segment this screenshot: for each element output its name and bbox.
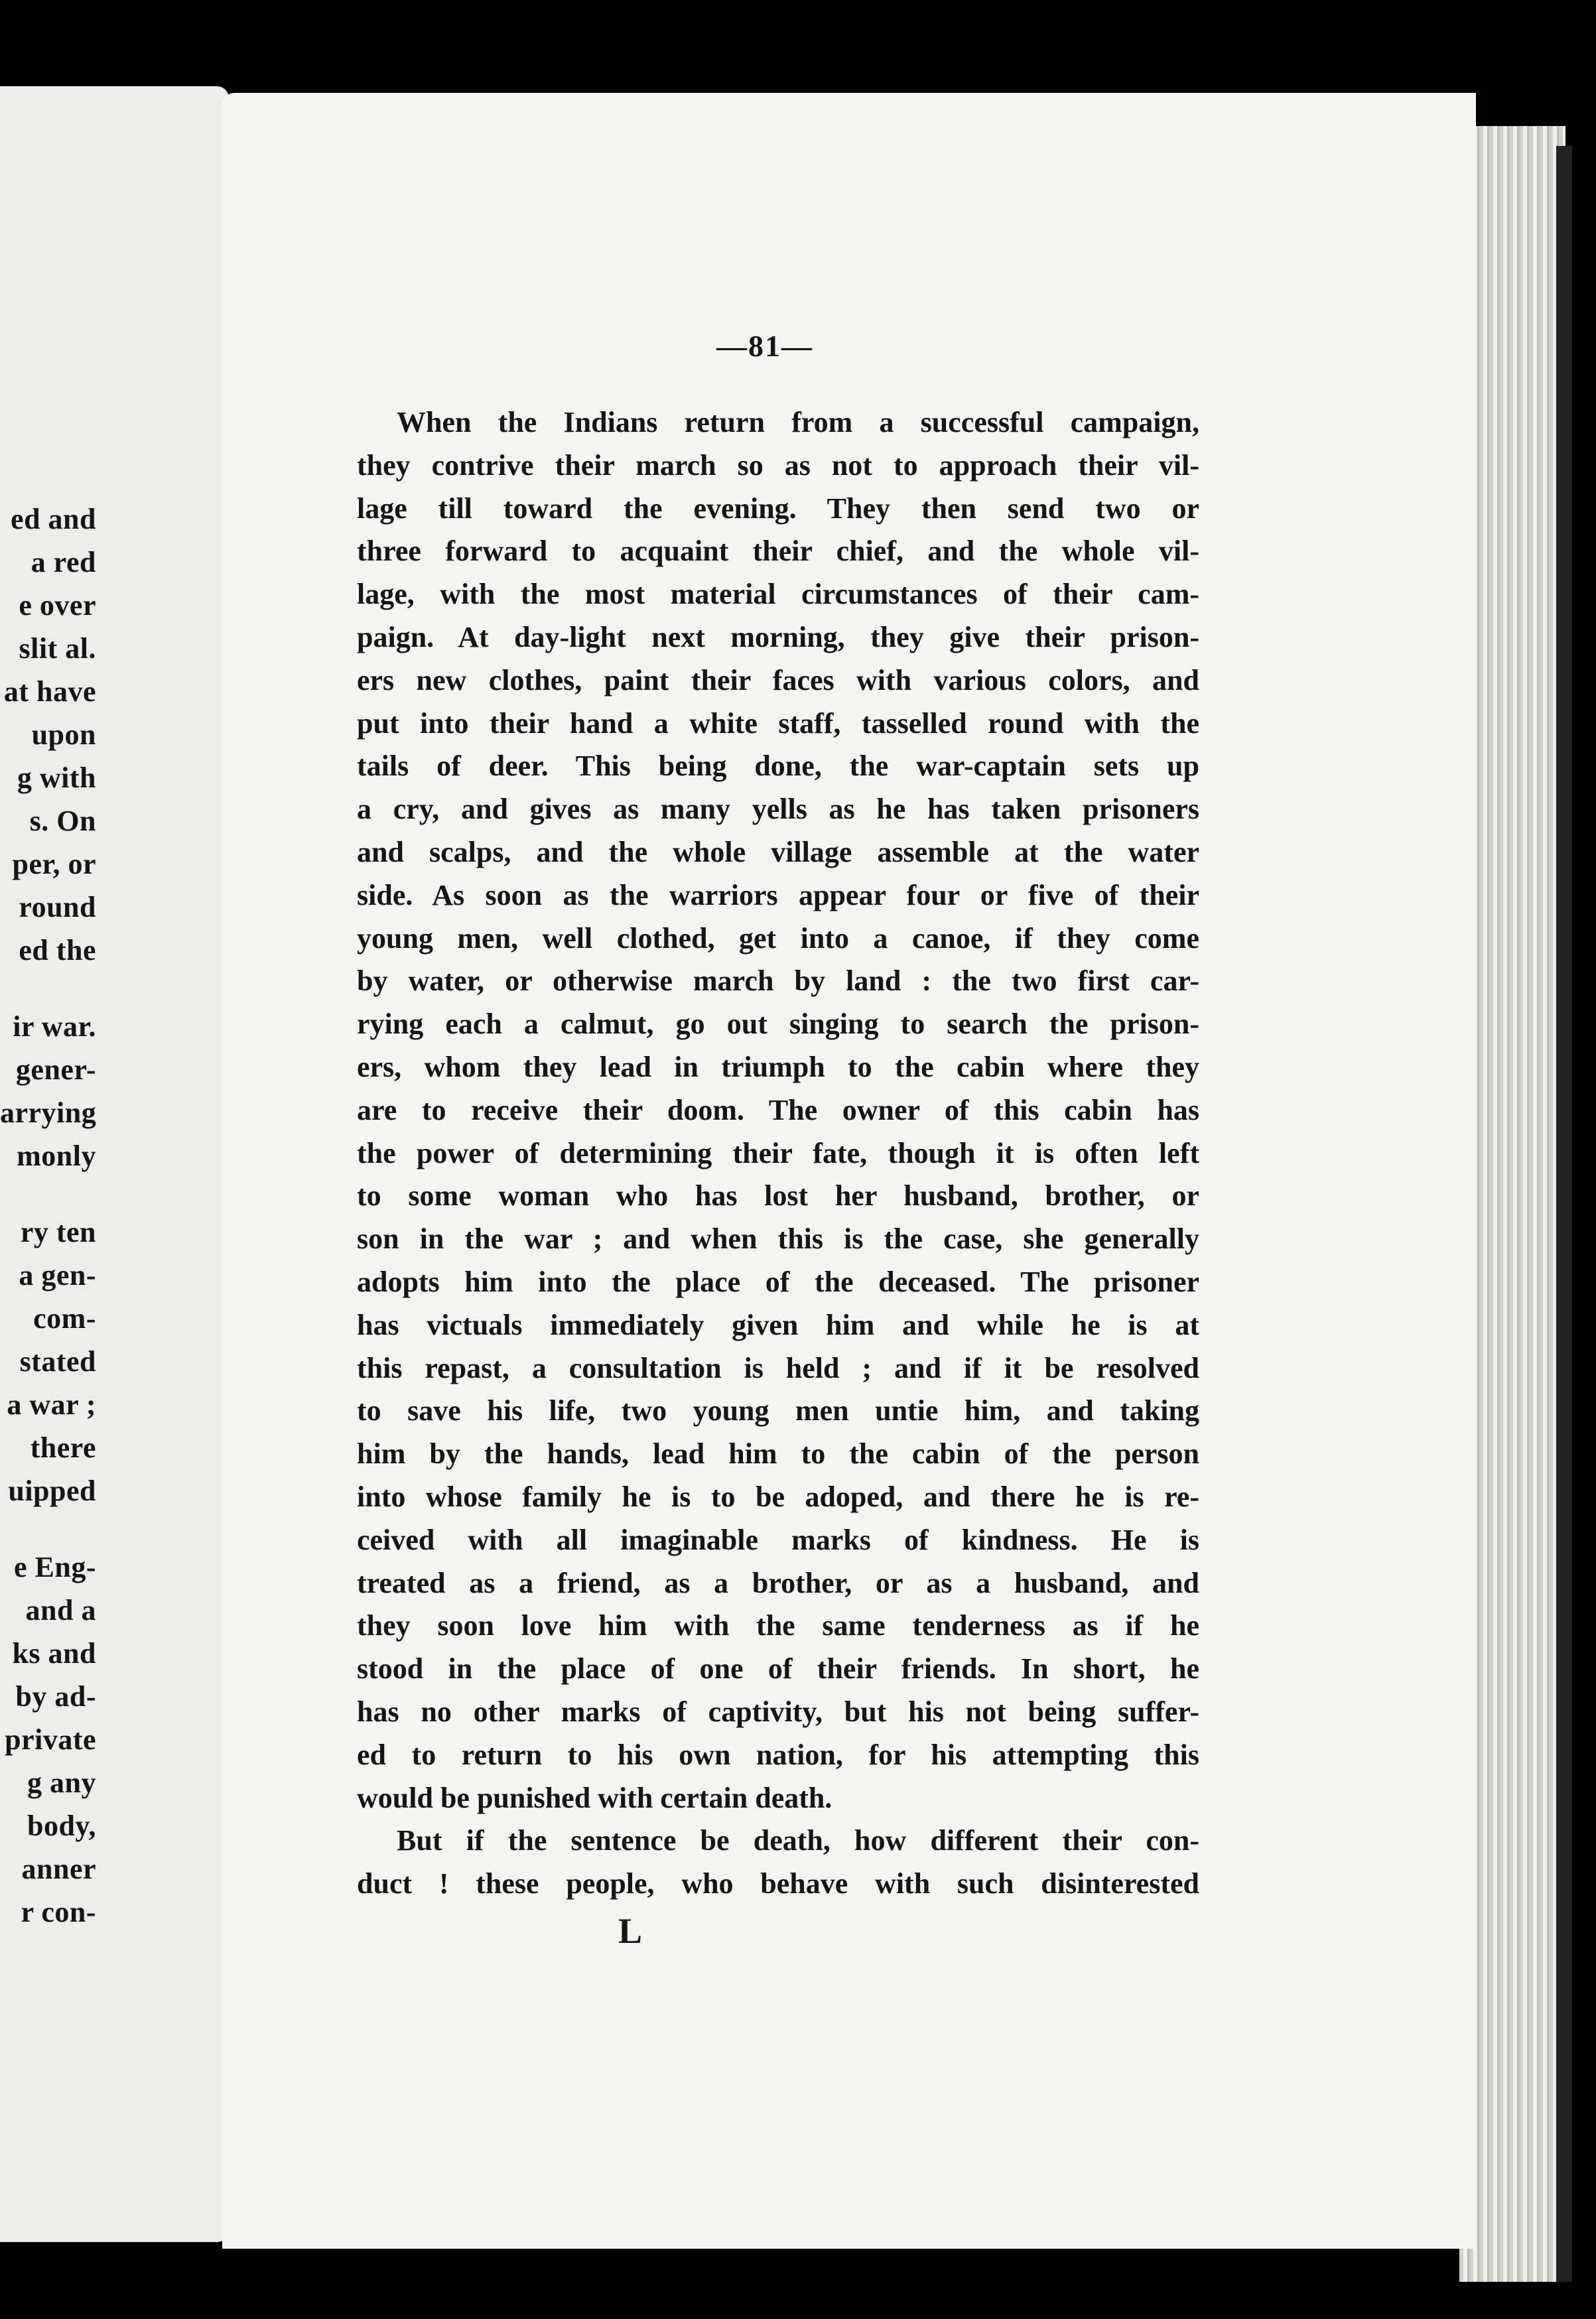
left-line: and a (25, 1594, 96, 1626)
text-line: put into their hand a white staff, tasselled round with the (357, 706, 1199, 740)
left-line: com- (33, 1302, 96, 1335)
text-line: rying each a calmut, go out singing to search the prison- (357, 1008, 1199, 1041)
left-line: e over (19, 589, 96, 622)
text-line: tails of deer. This being done, the war-captain sets up (357, 750, 1199, 783)
left-line: a gen- (19, 1259, 96, 1292)
text-line: young men, well clothed, get into a canoe, if they come (357, 921, 1199, 955)
text-line: side. As soon as the warriors appear four or five of their (357, 878, 1199, 911)
text-line: ed to return to his own nation, for his attempting this (357, 1738, 1199, 1771)
left-line: ry ten (20, 1216, 96, 1248)
left-line: arrying (0, 1096, 97, 1129)
text-line: stood in the place of one of their friends. In short, he (357, 1652, 1199, 1686)
left-line: a war ; (7, 1388, 96, 1421)
left-line: upon (31, 718, 96, 751)
page-number: —81— (716, 329, 813, 363)
text-line: ers, whom they lead in triumph to the cabin where they (357, 1050, 1199, 1083)
book-cover-edge (1556, 146, 1572, 2282)
left-line: there (30, 1431, 96, 1464)
left-line: anner (21, 1853, 96, 1885)
text-line: into whose family he is to be adoped, and there he is re- (357, 1480, 1199, 1513)
text-line: paign. At day-light next morning, they give their prison- (357, 620, 1199, 653)
left-line: private (5, 1723, 96, 1756)
text-line: to save his life, two young men untie him, and taking (357, 1394, 1199, 1427)
left-line: e Eng- (14, 1551, 96, 1583)
left-line: g with (17, 762, 96, 794)
left-line: ed and (11, 503, 96, 535)
left-page-text (0, 497, 229, 1934)
text-line: lage till toward the evening. They then send two or (357, 492, 1199, 525)
text-line: to some woman who has lost her husband, brother, or (357, 1179, 1199, 1213)
signature-mark: L (618, 1911, 643, 1951)
left-line: ed the (19, 934, 96, 966)
text-line: adopts him into the place of the deceased. The prisoner (357, 1265, 1199, 1298)
left-line: per, or (12, 848, 96, 880)
text-line: they soon love him with the same tenderness as if he (357, 1609, 1199, 1642)
left-line: ks and (12, 1637, 96, 1670)
text-line: this repast, a consultation is held ; and if it be resolved (357, 1351, 1199, 1384)
text-line: But if the sentence be death, how different their con- (397, 1824, 1199, 1857)
left-line: by ad- (15, 1680, 96, 1713)
text-line: ers new clothes, paint their faces with various colors, and (357, 663, 1199, 696)
left-line: gener- (15, 1053, 96, 1086)
text-line: him by the hands, lead him to the cabin of the person (357, 1437, 1199, 1471)
text-line: has no other marks of captivity, but his not being suffer- (357, 1695, 1199, 1728)
text-line: the power of determining their fate, though it is often left (357, 1136, 1199, 1169)
text-line: has victuals immediately given him and while he is at (357, 1308, 1199, 1341)
left-line: g any (27, 1766, 96, 1799)
text-line: treated as a friend, as a brother, or as a husband, and (357, 1566, 1199, 1599)
left-page (0, 86, 229, 2242)
text-line: duct ! these people, who behave with such disinterested (357, 1867, 1199, 1900)
body-text (357, 401, 1199, 1906)
left-line: r con- (21, 1896, 96, 1928)
left-line: monly (17, 1140, 96, 1172)
text-line: When the Indians return from a successful campaign, (397, 406, 1199, 438)
text-line: they contrive their march so as not to approach their vil- (357, 448, 1199, 482)
left-line: body, (27, 1810, 96, 1842)
left-line: round (19, 891, 96, 923)
text-line: are to receive their doom. The owner of this cabin has (357, 1093, 1199, 1126)
left-line: a red (31, 546, 96, 578)
text-line: would be punished with certain death. (357, 1781, 832, 1814)
left-line: slit al. (19, 632, 96, 665)
left-line: at have (3, 675, 96, 708)
text-line: a cry, and gives as many yells as he has taken prisoners (357, 793, 1199, 826)
text-line: three forward to acquaint their chief, and the whole vil- (357, 535, 1199, 568)
text-line: and scalps, and the whole village assemble at the water (357, 835, 1199, 868)
left-line: stated (19, 1345, 96, 1378)
text-line: ceived with all imaginable marks of kindness. He is (357, 1523, 1199, 1556)
text-line: son in the war ; and when this is the case, she generally (357, 1223, 1199, 1256)
left-line: uipped (8, 1475, 96, 1507)
text-line: lage, with the most material circumstances of their cam- (357, 578, 1199, 611)
text-line: by water, or otherwise march by land : the two first car- (357, 964, 1199, 998)
left-line: ir war. (13, 1010, 96, 1043)
left-line: s. On (29, 805, 96, 837)
